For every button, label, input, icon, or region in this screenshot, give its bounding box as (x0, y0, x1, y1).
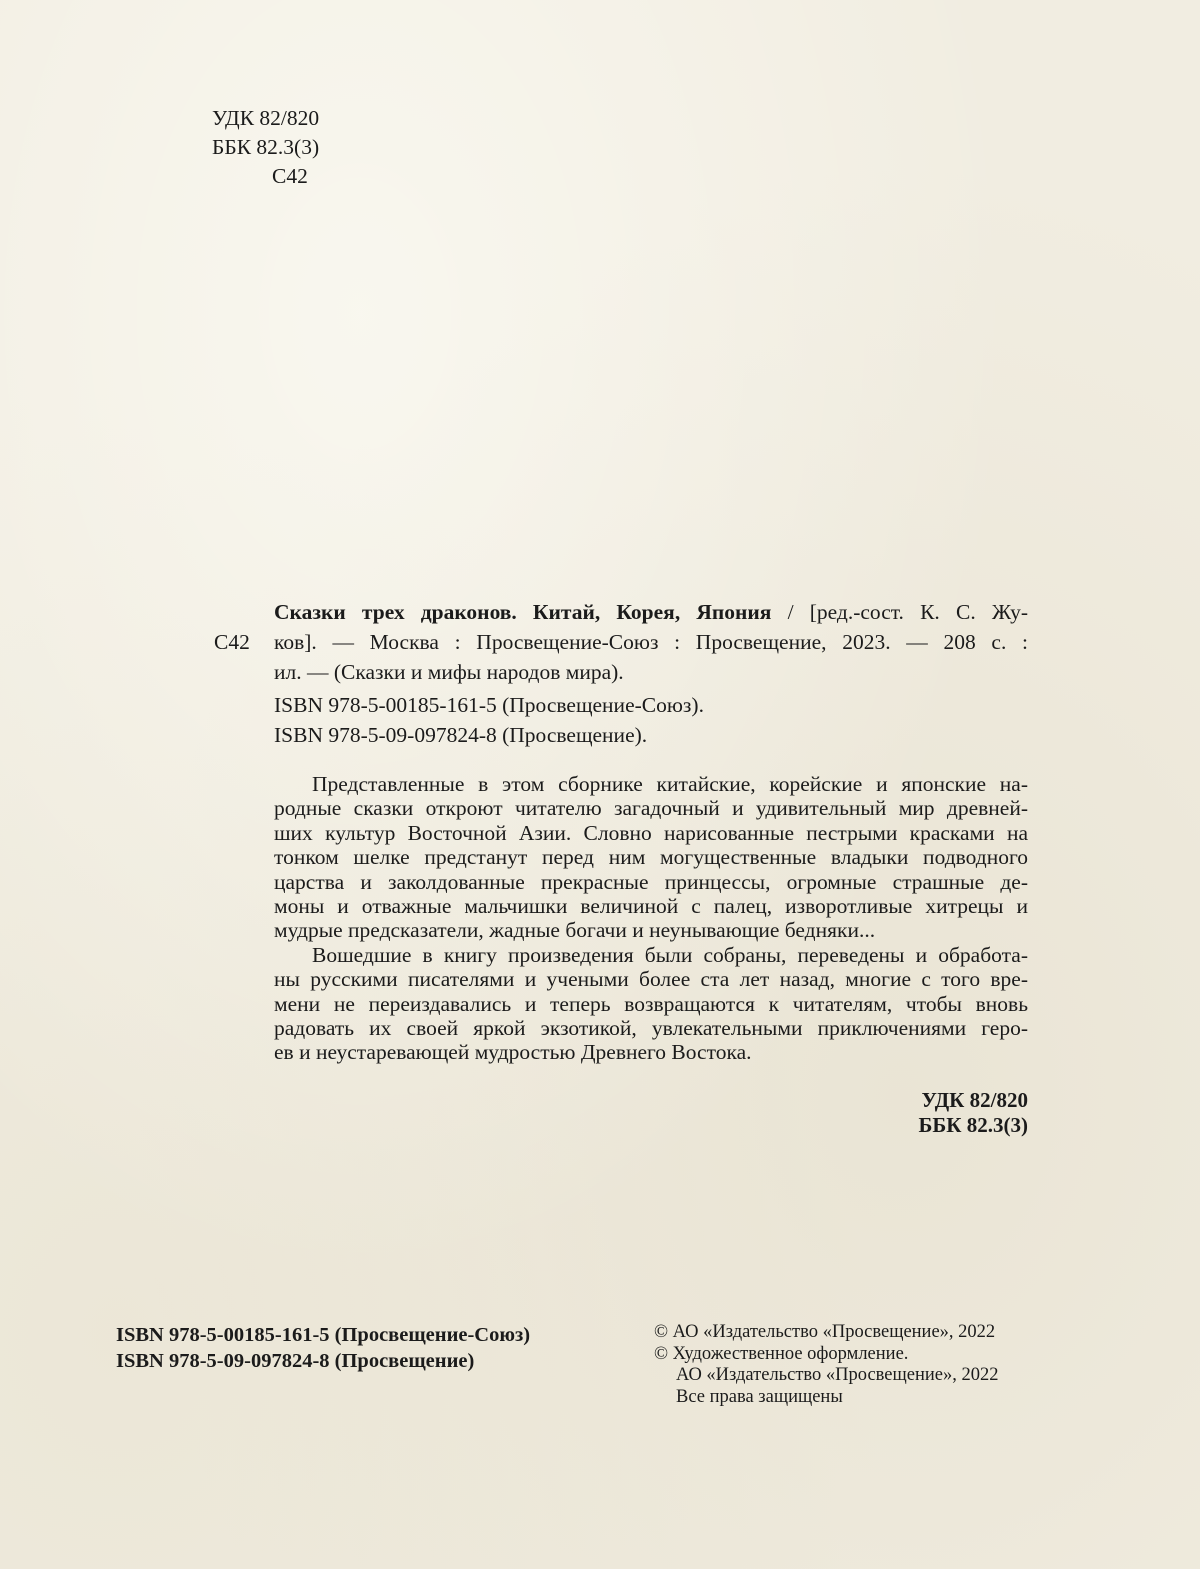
isbn-footer-line-1: ISBN 978-5-00185-161-5 (Просвещение-Союз) (116, 1324, 531, 1346)
bibliographic-author-mark: С42 (214, 630, 250, 654)
annotation-line: родные сказки откроют читателю загадочный и удивительный мир древней- (274, 796, 1028, 821)
copyright-line-2: © Художественное оформление. (654, 1343, 909, 1364)
bbk-code-bold: ББК 82.3(3) (918, 1113, 1028, 1137)
bibliographic-line-3: ил. — (Сказки и мифы народов мира). (274, 660, 624, 684)
annotation (274, 772, 1028, 1065)
bibliographic-record (274, 597, 1028, 750)
bibliographic-line-2: ков]. — Москва : Просвещение-Союз : Просвещение, 2023. — 208 с. : (274, 630, 1028, 654)
bibliographic-isbn-list (274, 690, 1028, 750)
annotation-line: ев и неустаревающей мудростью Древнего Востока. (274, 1040, 752, 1065)
annotation-line: Представленные в этом сборнике китайские, корейские и японские на- (312, 772, 1028, 796)
udk-code: УДК 82/820 (212, 106, 320, 130)
udk-code-bold: УДК 82/820 (921, 1088, 1028, 1112)
top-classification-codes (212, 104, 319, 191)
editor-credit: / [ред.-сост. К. С. Жу- (771, 600, 1028, 624)
annotation-line: ны русскими писателями и учеными более ста лет назад, многие с того вре- (274, 967, 1028, 992)
annotation-line: мени не переиздавались и теперь возвращаются к читателям, чтобы вновь (274, 991, 1028, 1016)
annotation-line: радовать их своей яркой экзотикой, увлекательными приключениями геро- (274, 1016, 1028, 1041)
right-classification-codes (880, 1088, 1028, 1138)
isbn-footer (116, 1322, 530, 1374)
copyright-line-1: © АО «Издательство «Просвещение», 2022 (654, 1322, 996, 1342)
annotation-line: моны и отважные мальчишки величиной с палец, изворотливые хитрецы и (274, 894, 1028, 919)
copyright-line-3: АО «Издательство «Просвещение», 2022 (676, 1365, 999, 1385)
annotation-line: ших культур Восточной Азии. Словно нарисованные пестрыми красками на (274, 820, 1028, 845)
copyright-line-4: Все права защищены (676, 1386, 843, 1407)
bbk-code: ББК 82.3(3) (212, 135, 320, 159)
isbn-footer-line-2: ISBN 978-5-09-097824-8 (Просвещение) (116, 1350, 475, 1372)
annotation-line: царства и заколдованные прекрасные принцессы, огромные страшные де- (274, 869, 1028, 894)
isbn-line-2: ISBN 978-5-09-097824-8 (Просвещение). (274, 723, 648, 747)
bibliographic-line-1 (274, 597, 1028, 627)
copyright-notice (654, 1322, 999, 1408)
author-mark: С42 (272, 164, 308, 188)
annotation-line: тонком шелке предстанут перед ним могущественные владыки подводного (274, 845, 1028, 870)
annotation-line: Вошедшие в книгу произведения были собраны, переведены и обработа- (312, 942, 1028, 967)
annotation-line: мудрые предсказатели, жадные богачи и неунывающие бедняки... (274, 918, 876, 943)
isbn-line-1: ISBN 978-5-00185-161-5 (Просвещение-Союз). (274, 693, 704, 717)
book-title: Сказки трех драконов. Китай, Корея, Япония (274, 600, 772, 624)
